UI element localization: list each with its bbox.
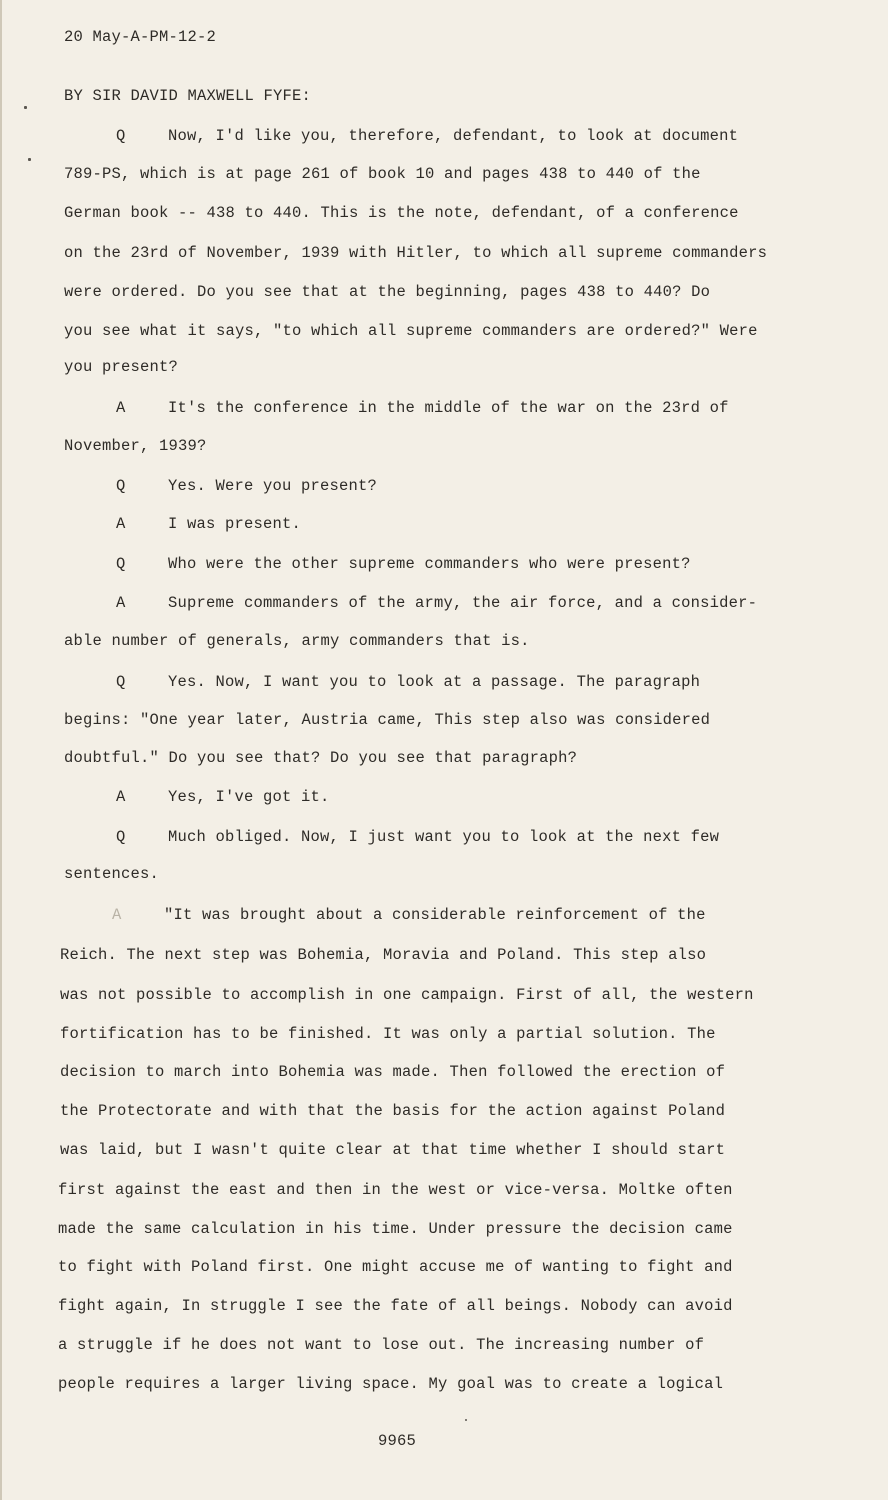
transcript-line <box>60 1141 725 1159</box>
speaker-label: A <box>112 906 122 924</box>
line-text: "It was brought about a considerable reinforcement of the <box>164 906 706 924</box>
transcript-line <box>64 515 301 533</box>
line-text: on the 23rd of November, 1939 with Hitler, to which all supreme commanders <box>64 244 768 262</box>
speaker-label: Q <box>116 127 126 145</box>
line-text: decision to march into Bohemia was made. Then followed the erection of <box>60 1063 726 1081</box>
transcript-line <box>64 673 700 691</box>
transcript-line <box>64 399 729 417</box>
speaker-label: Q <box>116 477 126 495</box>
line-text: you present? <box>64 358 179 376</box>
speaker-label: A <box>116 788 126 806</box>
page-number: 9965 <box>378 1432 417 1450</box>
transcript-line <box>64 244 767 262</box>
line-text: were ordered. Do you see that at the beginning, pages 438 to 440? Do <box>64 283 711 301</box>
line-text: Much obliged. Now, I just want you to look at the next few <box>168 828 720 846</box>
transcript-line <box>64 477 377 495</box>
transcript-line <box>60 1102 725 1120</box>
line-text: I was present. <box>168 515 302 533</box>
line-text: fortification has to be finished. It was only a partial solution. The <box>60 1025 716 1043</box>
speaker-label: Q <box>116 673 126 691</box>
line-text: November, 1939? <box>64 437 207 455</box>
transcript-line <box>58 1336 704 1354</box>
speaker-label: Q <box>116 828 126 846</box>
line-text: Who were the other supreme commanders who were present? <box>168 555 691 573</box>
line-text: you see what it says, "to which all supreme commanders are ordered?" Were <box>64 322 758 340</box>
transcript-line <box>64 788 330 806</box>
line-text: Yes. Now, I want you to look at a passage. The paragraph <box>168 673 701 691</box>
transcript-line <box>58 1258 733 1276</box>
speaker-label: A <box>116 399 126 417</box>
stray-mark <box>465 1419 467 1421</box>
margin-mark <box>24 106 27 109</box>
line-text: a struggle if he does not want to lose out. The increasing number of <box>58 1336 705 1354</box>
line-text: Now, I'd like you, therefore, defendant, to look at document <box>168 127 739 145</box>
transcript-line <box>60 1063 725 1081</box>
transcript-line <box>64 749 577 767</box>
margin-mark <box>28 158 31 161</box>
transcript-line <box>64 828 719 846</box>
transcript-line <box>64 437 207 455</box>
transcript-line <box>60 1025 716 1043</box>
transcript-line <box>60 946 706 964</box>
line-text: the Protectorate and with that the basis for the action against Poland <box>60 1102 726 1120</box>
transcript-line <box>64 632 530 650</box>
line-text: Yes. Were you present? <box>168 477 378 495</box>
line-text: Supreme commanders of the army, the air force, and a consider- <box>168 594 758 612</box>
transcript-line <box>64 165 701 183</box>
transcript-line <box>60 906 706 924</box>
speaker-heading: BY SIR DAVID MAXWELL FYFE: <box>64 87 312 105</box>
transcript-line <box>64 322 758 340</box>
line-text: Reich. The next step was Bohemia, Moravia and Poland. This step also <box>60 946 707 964</box>
transcript-line <box>58 1375 723 1393</box>
line-text: Yes, I've got it. <box>168 788 330 806</box>
transcript-line <box>64 283 710 301</box>
line-text: begins: "One year later, Austria came, This step also was considered <box>64 711 711 729</box>
line-text: sentences. <box>64 865 160 883</box>
line-text: was not possible to accomplish in one campaign. First of all, the western <box>60 986 754 1004</box>
transcript-line <box>64 865 159 883</box>
line-text: to fight with Poland first. One might accuse me of wanting to fight and <box>58 1258 733 1276</box>
line-text: first against the east and then in the west or vice-versa. Moltke often <box>58 1181 733 1199</box>
line-text: 789-PS, which is at page 261 of book 10 and pages 438 to 440 of the <box>64 165 701 183</box>
transcript-line <box>58 1181 733 1199</box>
line-text: fight again, In struggle I see the fate of all beings. Nobody can avoid <box>58 1297 733 1315</box>
speaker-label: A <box>116 515 126 533</box>
line-text: made the same calculation in his time. Under pressure the decision came <box>58 1220 733 1238</box>
line-text: able number of generals, army commanders that is. <box>64 632 530 650</box>
speaker-label: A <box>116 594 126 612</box>
line-text: It's the conference in the middle of the war on the 23rd of <box>168 399 729 417</box>
line-text: people requires a larger living space. My goal was to create a logical <box>58 1375 724 1393</box>
transcript-line <box>64 127 738 145</box>
transcript-line <box>64 594 757 612</box>
line-text: German book -- 438 to 440. This is the note, defendant, of a conference <box>64 204 739 222</box>
transcript-line <box>58 1220 733 1238</box>
line-text: doubtful." Do you see that? Do you see that paragraph? <box>64 749 578 767</box>
transcript-line <box>60 986 754 1004</box>
transcript-line <box>64 358 178 376</box>
transcript-line <box>64 555 691 573</box>
transcript-line <box>58 1297 733 1315</box>
line-text: was laid, but I wasn't quite clear at that time whether I should start <box>60 1141 726 1159</box>
speaker-label: Q <box>116 555 126 573</box>
transcript-line <box>64 711 710 729</box>
transcript-line <box>64 204 739 222</box>
page-header: 20 May-A-PM-12-2 <box>64 28 217 46</box>
